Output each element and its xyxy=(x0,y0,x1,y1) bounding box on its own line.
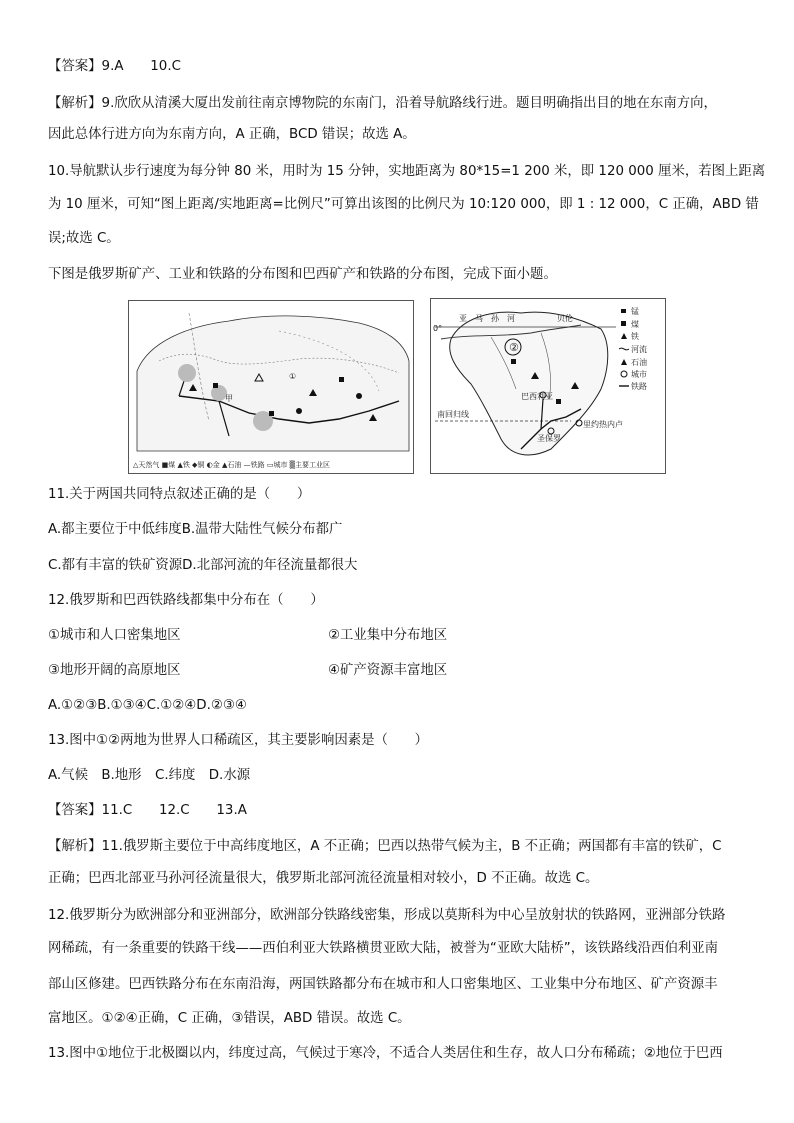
label-amazon: 亚 马 孙 河 xyxy=(459,314,515,323)
q12-option-1: ①城市和人口密集地区 xyxy=(48,628,181,643)
analysis-13-line1: 13.图中①地位于北极圈以内，纬度过高，气候过于寒冷，不适合人类居住和生存，故人口分布稀疏；②地位于巴西 xyxy=(48,1046,723,1061)
label-rio: 里约热内卢 xyxy=(583,420,623,429)
analysis-11-line2: 正确；巴西北部亚马孙河径流量很大，俄罗斯北部河流径流量相对较小，D 不正确。故选 C。 xyxy=(48,871,599,886)
q11-options-ab: A.都主要位于中低纬度B.温带大陆性气候分布都广 xyxy=(48,522,343,537)
russia-label-1: ① xyxy=(289,372,297,381)
russia-legend: △天然气 ■煤 ▲铁 ◆铜 ◐金 ▲石油 —铁路 ▭城市 ▒主要工业区 xyxy=(133,461,331,469)
q12-choices: A.①②③B.①③④C.①②④D.②③④ xyxy=(48,698,247,713)
q12-stem: 12.俄罗斯和巴西铁路线都集中分布在（ ） xyxy=(48,593,324,608)
label-tropic: 南回归线 xyxy=(437,410,469,419)
legend-iron: 铁 xyxy=(631,332,639,341)
label-0deg: 0° xyxy=(433,324,443,333)
q12-option-4: ④矿产资源丰富地区 xyxy=(328,663,448,678)
legend-city: 城市 xyxy=(631,370,647,379)
q11-stem: 11.关于两国共同特点叙述正确的是（ ） xyxy=(48,487,311,502)
q12-option-2: ②工业集中分布地区 xyxy=(328,628,448,643)
brazil-map-graphic xyxy=(431,299,665,473)
legend-mn: 锰 xyxy=(631,307,639,316)
analysis-9-line1: 【解析】9.欣欣从清溪大厦出发前往南京博物院的东南门，沿着导航路线行进。题目明确指出目的地在东南方向， xyxy=(48,96,717,111)
russia-label-jia: 甲 xyxy=(225,394,233,403)
analysis-12-line1: 12.俄罗斯分为欧洲部分和亚洲部分，欧洲部分铁路线密集，形成以莫斯科为中心呈放射状的铁路网，亚洲部分铁路 xyxy=(48,908,726,923)
russia-map xyxy=(128,300,414,474)
legend-oil: 石油 xyxy=(631,358,647,367)
answer-9-10: 【答案】9.A 10.C xyxy=(48,59,181,74)
q11-options-cd: C.都有丰富的铁矿资源D.北部河流的年径流量都很大 xyxy=(48,558,358,573)
analysis-10-line1: 10.导航默认步行速度为每分钟 80 米，用时为 15 分钟，实地距离为 80*15=1 200 米，即 120 000 厘米，若图上距离 xyxy=(48,164,766,179)
label-2: ② xyxy=(509,341,519,354)
label-beilun: 贝伦 xyxy=(557,314,573,323)
q13-stem: 13.图中①②两地为世界人口稀疏区，其主要影响因素是（ ） xyxy=(48,733,429,748)
intro-text: 下图是俄罗斯矿产、工业和铁路的分布图和巴西矿产和铁路的分布图，完成下面小题。 xyxy=(48,267,557,282)
analysis-12-line3: 部山区修建。巴西铁路分布在东南沿海，两国铁路都分布在城市和人口密集地区、工业集中分布地区、矿产资源丰 xyxy=(48,977,718,992)
label-saopaulo: 圣保罗 xyxy=(537,434,561,443)
legend-river: 河流 xyxy=(631,345,647,354)
analysis-11-line1: 【解析】11.俄罗斯主要位于中高纬度地区，A 不正确；巴西以热带气候为主，B 不正确；两国都有丰富的铁矿，C xyxy=(48,839,722,854)
q13-choices: A.气候 B.地形 C.纬度 D.水源 xyxy=(48,768,251,783)
label-baxiliya: 巴西利亚 xyxy=(521,392,553,401)
answer-11-13: 【答案】11.C 12.C 13.A xyxy=(48,803,247,818)
q12-option-3: ③地形开阔的高原地区 xyxy=(48,663,181,678)
analysis-9-line2: 因此总体行进方向为东南方向，A 正确，BCD 错误；故选 A。 xyxy=(48,127,416,142)
russia-map-graphic xyxy=(129,301,413,473)
analysis-10-line3: 误;故选 C。 xyxy=(48,231,120,246)
legend-coal: 煤 xyxy=(631,320,639,329)
brazil-map xyxy=(430,298,666,474)
legend-rail: 铁路 xyxy=(631,382,647,391)
analysis-12-line4: 富地区。①②④正确，C 正确，③错误，ABD 错误。故选 C。 xyxy=(48,1011,411,1026)
analysis-12-line2: 网稀疏，有一条重要的铁路干线——西伯利亚大铁路横贯亚欧大陆，被誉为“亚欧大陆桥”，该铁路线沿西伯利亚南 xyxy=(48,941,719,956)
analysis-10-line2: 为 10 厘米，可知“图上距离/实地距离=比例尺”可算出该图的比例尺为 10:120 000，即 1 : 12 000，C 正确，ABD 错 xyxy=(48,197,759,212)
